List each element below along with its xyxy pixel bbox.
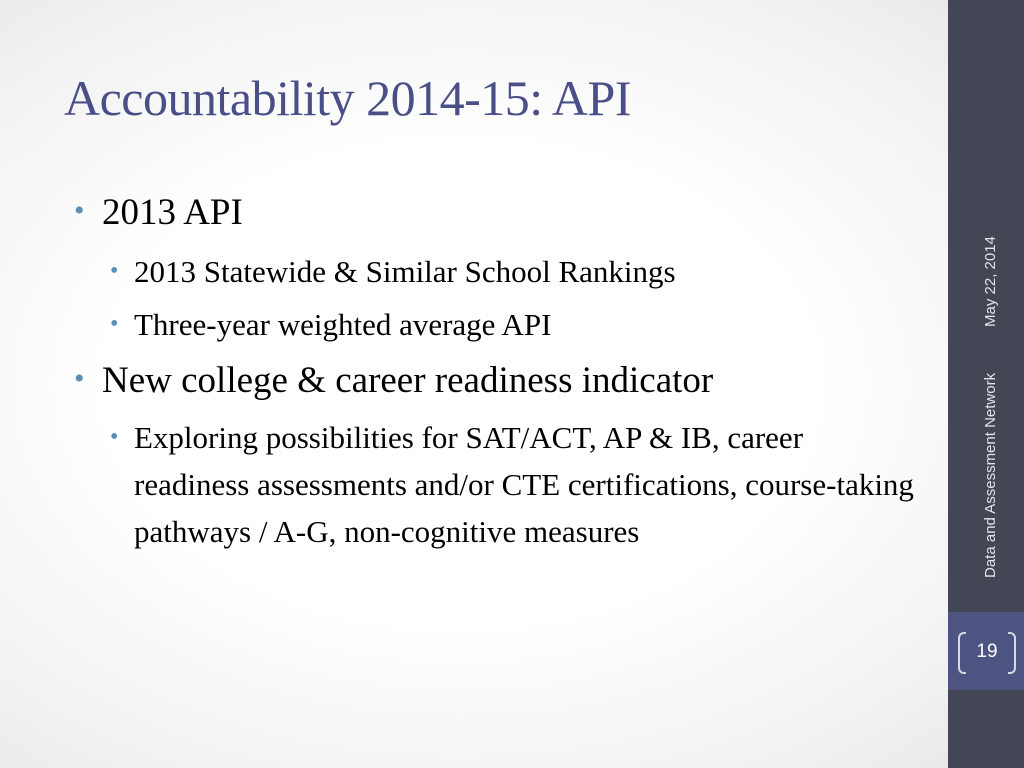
bullet-text: 2013 API (102, 192, 243, 233)
bullet-dot-icon: • (110, 424, 119, 450)
bullet-text: New college & career readiness indicator (102, 360, 714, 401)
footer-text: Data and Assessment Network (982, 372, 999, 578)
bullet-text: Exploring possibilities for SAT/ACT, AP & IB, career readiness assessments and/or CTE certifications, course-taking pathways / A-G, non-cognitive measures (134, 420, 914, 549)
bullet-item-level1 (74, 358, 934, 404)
bullet-item-level2 (74, 248, 934, 295)
bullet-text: 2013 Statewide & Similar School Rankings (134, 254, 676, 289)
right-brace-icon (1008, 632, 1016, 674)
bullet-dot-icon: • (74, 362, 85, 395)
date-text: May 22, 2014 (982, 236, 999, 327)
bullet-dot-icon: • (110, 258, 119, 284)
bullet-item-level2 (74, 414, 914, 555)
bullet-dot-icon: • (110, 311, 119, 337)
page-number: 19 (976, 641, 998, 662)
bullet-text: Three-year weighted average API (134, 307, 552, 342)
left-brace-icon (958, 632, 966, 674)
slide-title: Accountability 2014-15: API (64, 70, 631, 126)
bullet-item-level2 (74, 301, 934, 348)
bullet-item-level1 (74, 190, 934, 236)
bullet-dot-icon: • (74, 194, 85, 227)
slide-body (74, 190, 934, 555)
